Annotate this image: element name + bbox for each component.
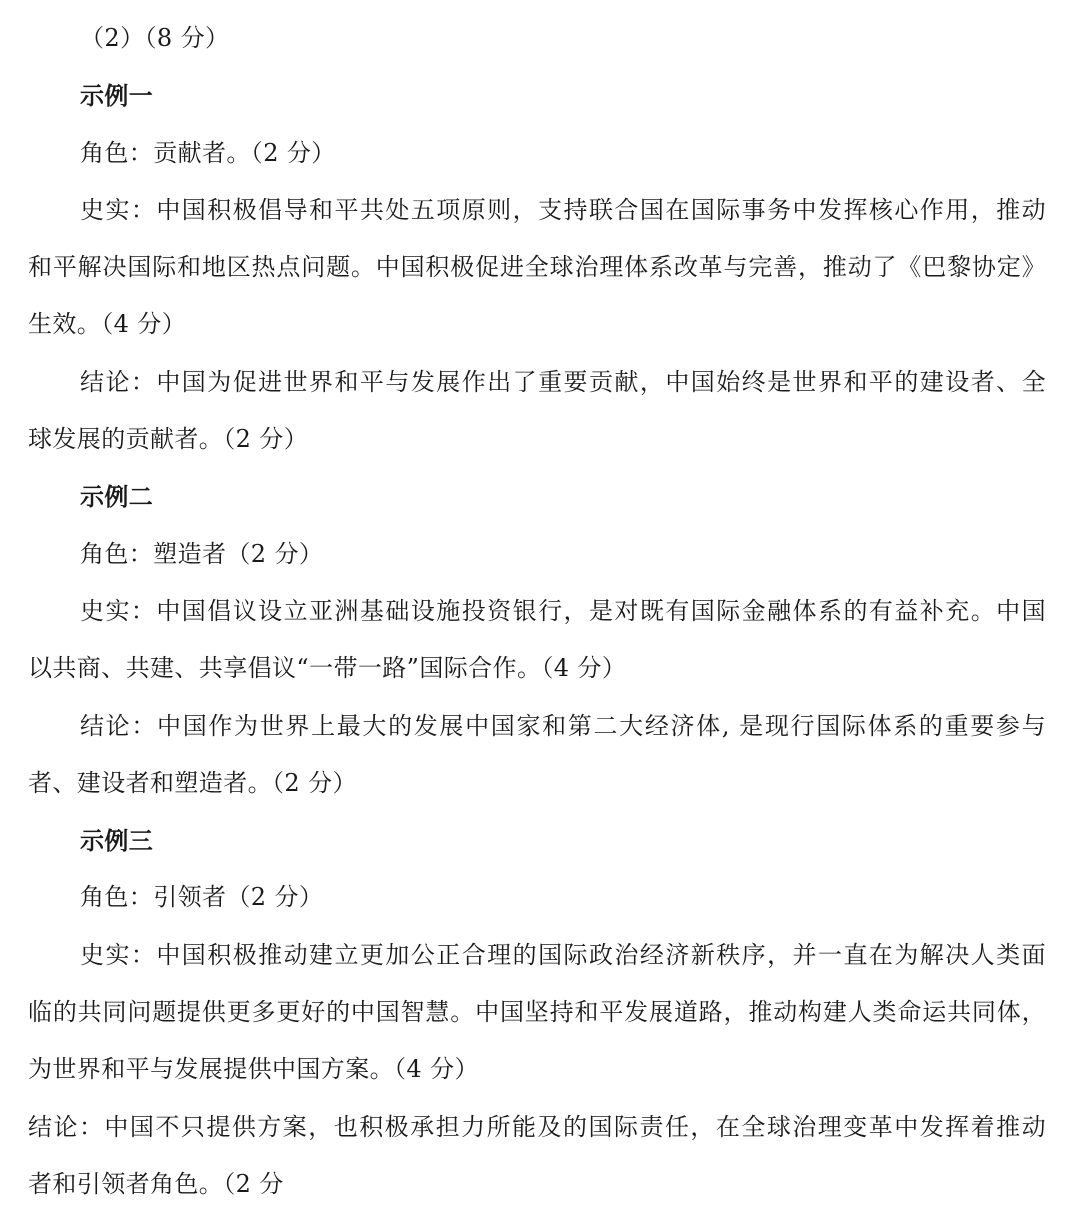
fact-line: 以共商、共建、共享倡议“一带一路”国际合作。（4 分） [28,654,627,683]
example-title: 示例二 [80,482,154,512]
role-line: 角色：塑造者（2 分） [80,539,324,568]
example-2 [28,468,1046,812]
conclusion-line: 球发展的贡献者。（2 分） [28,425,309,454]
example-title: 示例三 [80,826,154,856]
conclusion-line: 结论：中国作为世界上最大的发展中国家和第二大经济体, 是现行国际体系的重要参与 [80,711,1046,740]
section-header: （2）（8 分） [80,24,230,52]
role-line: 角色：贡献者。（2 分） [80,138,336,167]
conclusion-line: 结论：中国不只提供方案，也积极承担力所能及的国际责任，在全球治理变革中发挥着推动 [28,1112,1046,1141]
answer-document [28,10,1046,1213]
example-3 [28,812,1046,1213]
fact-line: 生效。（4 分） [28,310,187,339]
conclusion-line: 结论：中国为促进世界和平与发展作出了重要贡献，中国始终是世界和平的建设者、全 [80,367,1046,396]
conclusion-line: 者和引领者角色。（2 分 [28,1169,284,1198]
fact-line: 为世界和平与发展提供中国方案。（4 分） [28,1055,479,1084]
role-line: 角色：引领者（2 分） [80,883,324,912]
conclusion-line: 者、建设者和塑造者。（2 分） [28,768,357,797]
fact-line: 史实：中国倡议设立亚洲基础设施投资银行，是对既有国际金融体系的有益补充。中国 [80,596,1046,625]
fact-line: 和平解决国际和地区热点问题。中国积极促进全球治理体系改革与完善，推动了《巴黎协定》 [28,253,1046,282]
fact-line: 史实：中国积极倡导和平共处五项原则，支持联合国在国际事务中发挥核心作用，推动 [80,195,1046,224]
example-1 [28,67,1046,468]
fact-line: 临的共同问题提供更多更好的中国智慧。中国坚持和平发展道路，推动构建人类命运共同体， [28,998,1046,1027]
fact-line: 史实：中国积极推动建立更加公正合理的国际政治经济新秩序，并一直在为解决人类面 [80,940,1046,969]
example-title: 示例一 [80,81,154,111]
